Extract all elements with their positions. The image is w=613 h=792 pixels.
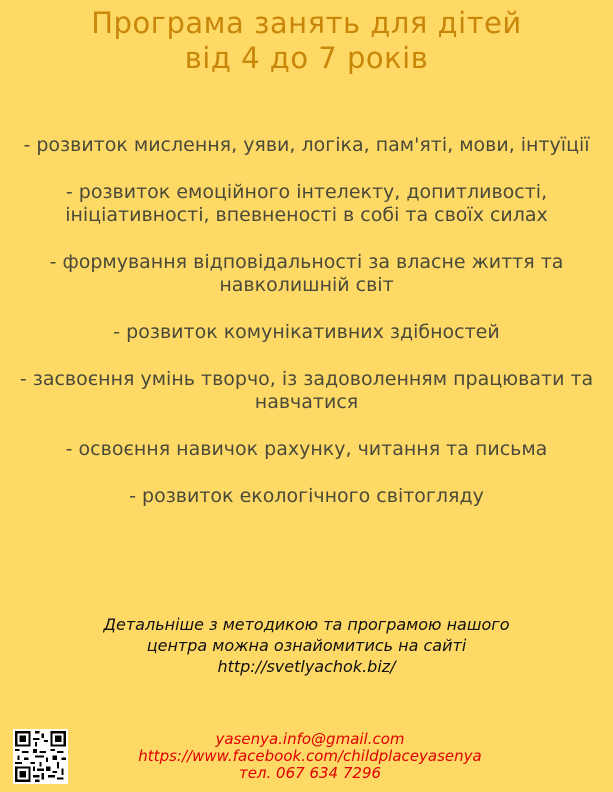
program-item-ecology: - розвиток екологічного світогляду [129,485,484,507]
program-item-math-reading-writing: - освоєння навичок рахунку, читання та письма [65,438,548,460]
program-item-responsibility: - формування відповідальності за власне життя та навколишній світ [49,251,564,296]
program-list [0,134,613,508]
details-note [40,614,573,677]
title-line-1: Програма занять для дітей [91,6,522,40]
program-item-emotional-intelligence: - розвиток емоційного інтелекту, допитливості, ініціативності, впевненості в собі та своїх силах [65,181,548,226]
facebook-link[interactable]: https://www.facebook.com/childplaceyasenya [138,747,482,765]
program-item-thinking: - розвиток мислення, уяви, логіка, пам'яті, мови, інтуїції [23,134,590,156]
program-item-creative-learning: - засвоєння умінь творчо, із задоволенням працювати та навчатися [19,368,594,413]
page-title [0,6,613,76]
phone-number[interactable]: тел. 067 634 7296 [238,764,382,782]
website-link[interactable]: http://svetlyachok.biz/ [217,657,396,676]
contacts-block [90,731,530,782]
qr-code-icon[interactable] [13,729,68,784]
title-line-2: від 4 до 7 років [184,41,429,75]
program-item-communication: - розвиток комунікативних здібностей [113,321,500,343]
email-link[interactable]: yasenya.info@gmail.com [215,730,405,748]
details-line-2: центра можна ознайомитись на сайті [146,636,467,655]
details-line-1: Детальніше з методикою та програмою нашого [103,615,510,634]
